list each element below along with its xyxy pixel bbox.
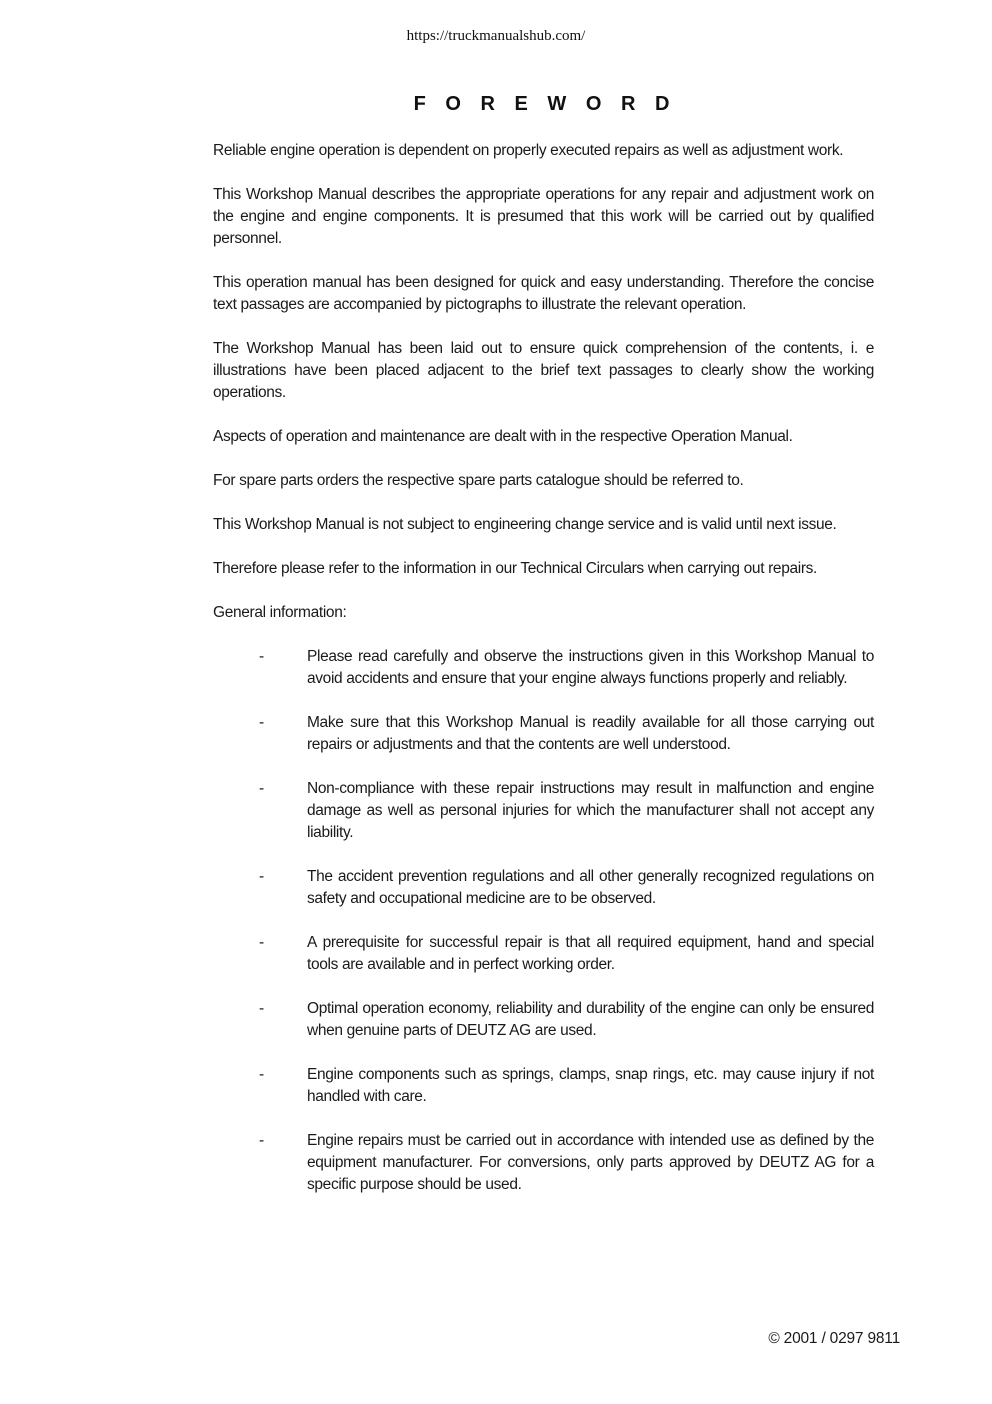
paragraph: This Workshop Manual is not subject to engineering change service and is valid until next issue.: [213, 516, 837, 533]
list-item: [213, 1064, 874, 1108]
document-code: © 2001 / 0297 9811: [768, 1330, 900, 1347]
foreword-body: [213, 140, 874, 1218]
header-url: https://truckmanualshub.com/: [406, 28, 586, 44]
list-item-text: Make sure that this Workshop Manual is readily available for all those carrying out repairs or adjustments and that the contents are well understood.: [307, 714, 874, 753]
list-item: [213, 712, 874, 756]
list-item: [213, 646, 874, 690]
paragraph: Therefore please refer to the information in our Technical Circulars when carrying out repairs.: [213, 560, 817, 577]
list-item-text: Optimal operation economy, reliability and durability of the engine can only be ensured when genuine parts of DEUTZ AG are used.: [307, 1000, 874, 1039]
bullet-dash: -: [259, 714, 264, 731]
bullet-dash: -: [259, 1066, 264, 1083]
list-item: [213, 1130, 874, 1196]
list-item-text: Please read carefully and observe the instructions given in this Workshop Manual to avoid accidents and ensure that your engine always functions properly and reliably.: [307, 648, 874, 687]
bullet-dash: -: [259, 868, 264, 885]
list-item-text: Non-compliance with these repair instructions may result in malfunction and engine damage as well as personal injuries for which the manufacturer shall not accept any liability.: [307, 780, 874, 841]
paragraph: This operation manual has been designed for quick and easy understanding. Therefore the concise text passages are accompanied by pictographs to illustrate the relevant operation.: [213, 274, 874, 313]
list-item: [213, 998, 874, 1042]
paragraph: The Workshop Manual has been laid out to ensure quick comprehension of the contents, i. e illustrations have been placed adjacent to the brief text passages to clearly show the working operations.: [213, 340, 874, 401]
list-item: [213, 866, 874, 910]
bullet-dash: -: [259, 780, 264, 797]
bullet-dash: -: [259, 648, 264, 665]
general-information-list: [213, 646, 874, 1196]
bullet-dash: -: [259, 934, 264, 951]
bullet-dash: -: [259, 1000, 264, 1017]
list-item-text: Engine repairs must be carried out in accordance with intended use as defined by the equipment manufacturer. For conversions, only parts approved by DEUTZ AG for a specific purpose should be used.: [307, 1132, 874, 1193]
paragraph: This Workshop Manual describes the appropriate operations for any repair and adjustment work on the engine and engine components. It is presumed that this work will be carried out by qualified personnel.: [213, 186, 874, 247]
list-item-text: A prerequisite for successful repair is that all required equipment, hand and special tools are available and in perfect working order.: [307, 934, 874, 973]
general-information-heading: General information:: [213, 604, 347, 621]
paragraph: For spare parts orders the respective spare parts catalogue should be referred to.: [213, 472, 744, 489]
page-title: F O R E W O R D: [413, 93, 677, 115]
paragraph: Aspects of operation and maintenance are dealt with in the respective Operation Manual.: [213, 428, 793, 445]
list-item-text: Engine components such as springs, clamps, snap rings, etc. may cause injury if not handled with care.: [307, 1066, 874, 1105]
list-item-text: The accident prevention regulations and all other generally recognized regulations on safety and occupational medicine are to be observed.: [307, 868, 874, 907]
bullet-dash: -: [259, 1132, 264, 1149]
paragraph: Reliable engine operation is dependent on properly executed repairs as well as adjustment work.: [213, 142, 844, 159]
list-item: [213, 932, 874, 976]
list-item: [213, 778, 874, 844]
